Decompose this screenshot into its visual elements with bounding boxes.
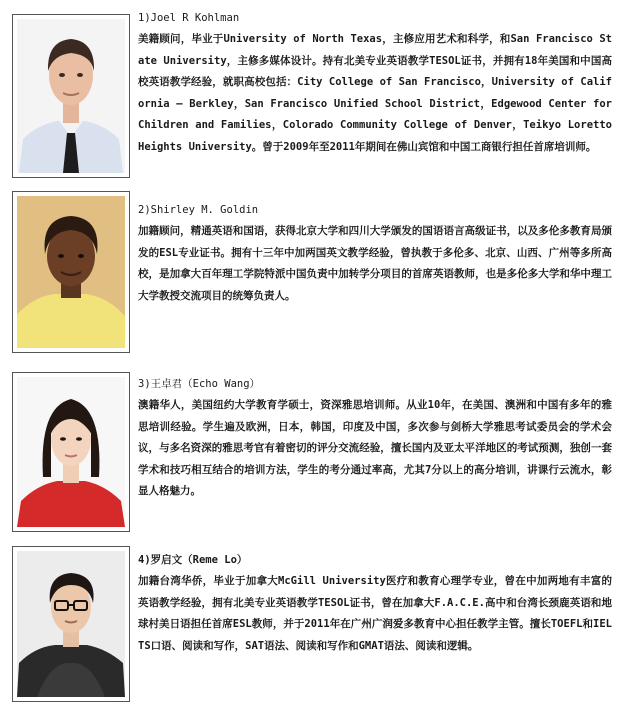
teacher-bio: 美籍顾问，毕业于University of North Texas，主修应用艺术和科学，和San Francisco State University，主修多媒体设计。持有北美专业英语教学TESOL证书，并拥有18年美国和中国高校英语教学经验，就职高校包括：City College of San Francisco，University of California – Berkley，San Francisco Unified School District，Edgewood Center for Children and Families，Colorado Community College of Denver，Teikyo Loretto Heights University。曾于2009年至2011年期间在佛山宾馆和中国工商银行担任首席培训师。 — [138, 33, 612, 153]
teacher-photo-reme — [12, 546, 130, 702]
teacher-card-3 — [0, 376, 618, 536]
teacher-photo-shirley — [12, 191, 130, 353]
teacher-name: 4)罗启文（Reme Lo） — [138, 554, 248, 566]
teacher-card-4 — [0, 552, 618, 702]
teacher-bio: 加籍顾问，精通英语和国语，获得北京大学和四川大学颁发的国语语言高级证书，以及多伦多教育局颁发的ESL专业证书。拥有十三年中加两国英文教学经验，曾执教于多伦多、北京、山西、广州等多所高校，是加拿大百年理工学院特派中国负责中加转学分项目的首席英语教师，也是多伦多大学和华中理工大学教授交流项目的统筹负责人。 — [138, 225, 612, 302]
teacher-card-1 — [0, 10, 618, 180]
teacher-name: 1)Joel R Kohlman — [138, 12, 240, 24]
teacher-card-2 — [0, 200, 618, 350]
teacher-bio: 澳籍华人，美国纽约大学教育学硕士，资深雅思培训师。从业10年，在美国、澳洲和中国有多年的雅思培训经验。学生遍及欧洲，日本，韩国，印度及中国，多次参与剑桥大学雅思考试委员会的学术会议，与多名资深的雅思考官有着密切的评分交流经验，擅长国内及亚太平洋地区的考试预测，独创一套学术和技巧相互结合的培训方法，学生的考分通过率高，尤其7分以上的高分培训，讲课行云流水，彰显人格魅力。 — [138, 399, 612, 497]
teacher-name: 2)Shirley M. Goldin — [138, 204, 259, 216]
teacher-name: 3)王卓君（Echo Wang） — [138, 378, 261, 390]
teacher-photo-echo — [12, 372, 130, 532]
teacher-bio: 加籍台湾华侨，毕业于加拿大McGill University医疗和教育心理学专业，曾在中加两地有丰富的英语教学经验，拥有北美专业英语教学TESOL证书，曾在加拿大F.A.C.E.高中和台湾长颈鹿英语和地球村美日语担任首席ESL教师，并于2011年在广州广润爱多教育中心担任教学主管。擅长TOEFL和IELTS口语、阅读和写作，SAT语法、阅读和写作和GMAT语法、阅读和逻辑。 — [138, 575, 612, 652]
teacher-photo-joel — [12, 14, 130, 178]
